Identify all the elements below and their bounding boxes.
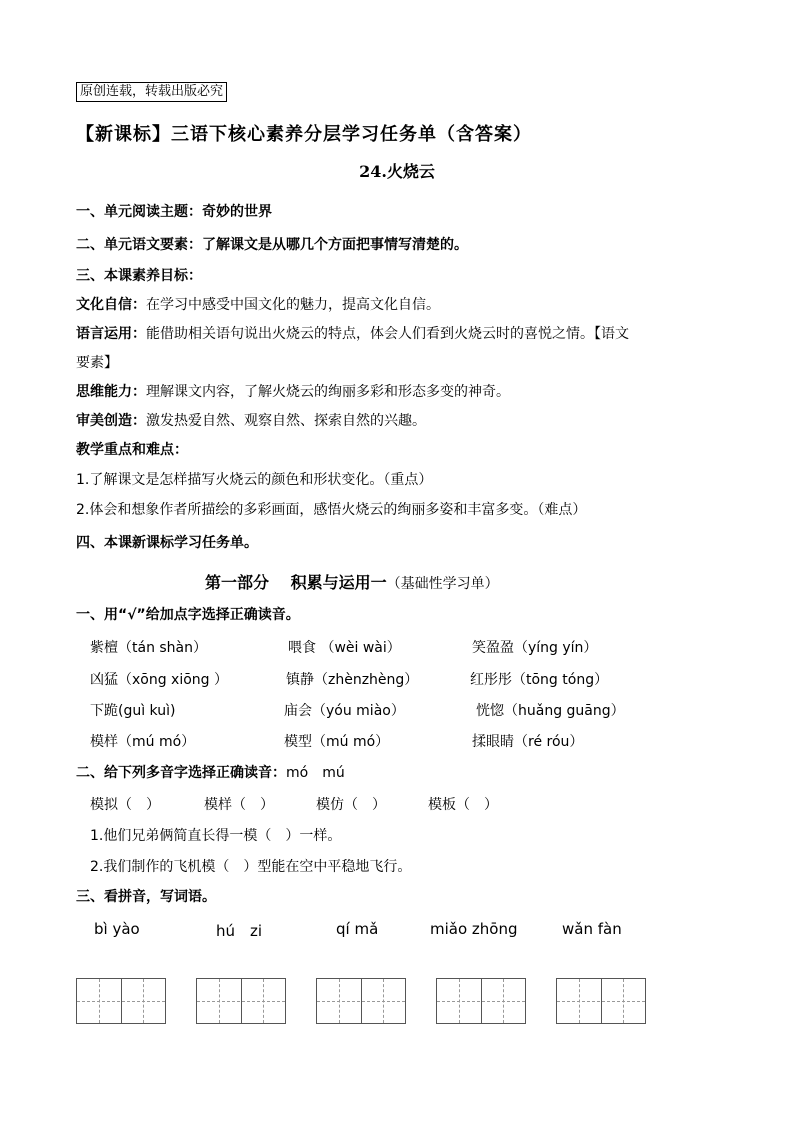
key-points-label: 教学重点和难点： [76, 442, 188, 458]
copyright-stamp: 原创连载，转载出版必究 [76, 82, 227, 102]
section-1-value: 奇妙的世界 [202, 204, 272, 220]
check-mark: √ [127, 607, 137, 623]
part-heading-title: 第一部分 积累与运用一 [205, 573, 387, 592]
section-4-label: 四、本课新课标学习任务单。 [76, 535, 258, 551]
goal-thinking-label: 思维能力： [76, 384, 146, 400]
q1-item: 揉眼睛（ré róu） [472, 734, 584, 750]
goal-language [76, 324, 629, 344]
q1-prompt-b: ”给加点字选择正确读音。 [136, 607, 300, 623]
q2-sentence-2: 2.我们制作的飞机模（ ）型能在空中平稳地飞行。 [90, 859, 412, 875]
q2-prompt [76, 763, 345, 783]
q1-item: 红彤彤（tōng tóng） [470, 672, 609, 688]
goal-thinking [76, 382, 510, 402]
q1-item: 笑盈盈（yíng yín） [472, 640, 598, 656]
part-heading [205, 570, 499, 593]
q1-item: 紫檀（tán shàn） [90, 640, 208, 656]
pinyin-label: wǎn fàn [562, 920, 622, 938]
q1-prompt [76, 605, 300, 625]
q2-prompt-text: 二、给下列多音字选择正确读音： [76, 765, 286, 781]
q1-item: 模样（mú mó） [90, 734, 196, 750]
lesson-title [0, 159, 794, 182]
q1-item: 庙会（yóu miào） [284, 703, 405, 719]
goal-language-label: 语言运用： [76, 326, 146, 342]
goal-thinking-value: 理解课文内容，了解火烧云的绚丽多彩和形态多变的神奇。 [146, 384, 510, 400]
goal-language-cont: 要素】 [76, 355, 118, 371]
lesson-title-text: 24.火烧云 [359, 162, 435, 181]
key-point-1: 1.了解课文是怎样描写火烧云的颜色和形状变化。（重点） [76, 472, 433, 488]
pinyin-label: qí mǎ [336, 920, 379, 938]
goal-aesthetic-value: 激发热爱自然、观察自然、探索自然的兴趣。 [146, 413, 426, 429]
q2-word: 模板（ ） [428, 797, 498, 813]
section-2-label: 二、单元语文要素： [76, 237, 202, 253]
pinyin-label: bì yào [94, 920, 140, 938]
section-1-label: 一、单元阅读主题： [76, 204, 202, 220]
goal-culture-value: 在学习中感受中国文化的魅力，提高文化自信。 [146, 297, 440, 313]
document-title: 【新课标】三语下核心素养分层学习任务单（含答案） [76, 124, 532, 145]
section-2-value: 了解课文是从哪几个方面把事情写清楚的。 [202, 237, 468, 253]
q2-word: 模拟（ ） [90, 797, 160, 813]
goal-culture [76, 295, 440, 315]
goal-culture-label: 文化自信： [76, 297, 146, 313]
writing-grid[interactable] [76, 978, 166, 1024]
q2-word: 模样（ ） [204, 797, 274, 813]
pinyin-label: hú zi [216, 922, 263, 940]
q1-item: 模型（mú mó） [284, 734, 390, 750]
writing-grid[interactable] [316, 978, 406, 1024]
q1-item: 镇静（zhènzhèng） [286, 672, 419, 688]
section-1 [76, 202, 272, 222]
q2-options: mó mú [286, 765, 345, 781]
part-heading-sub: （基础性学习单） [386, 576, 499, 592]
writing-grid[interactable] [556, 978, 646, 1024]
goal-language-value: 能借助相关语句说出火烧云的特点，体会人们看到火烧云时的喜悦之情。【语文 [146, 326, 629, 342]
writing-grid[interactable] [436, 978, 526, 1024]
goal-aesthetic-label: 审美创造： [76, 413, 146, 429]
q2-word: 模仿（ ） [316, 797, 386, 813]
section-2 [76, 235, 468, 255]
q1-prompt-a: 一、用“ [76, 607, 128, 623]
pinyin-label: miǎo zhōng [430, 920, 518, 938]
section-3-label: 三、本课素养目标： [76, 268, 202, 284]
key-point-2: 2.体会和想象作者所描绘的多彩画面，感悟火烧云的绚丽多姿和丰富多变。（难点） [76, 502, 587, 518]
writing-grid[interactable] [196, 978, 286, 1024]
q1-item: 恍惚（huǎng guāng） [476, 703, 625, 719]
q1-item: 下跪(guì kuì) [90, 703, 176, 719]
q1-item: 凶猛（xōng xiōng ） [90, 672, 229, 688]
q3-prompt: 三、看拼音，写词语。 [76, 889, 216, 905]
goal-aesthetic [76, 411, 426, 431]
q1-item: 喂食 （wèi wài） [288, 640, 401, 656]
q2-sentence-1: 1.他们兄弟俩简直长得一模（ ）一样。 [90, 828, 342, 844]
